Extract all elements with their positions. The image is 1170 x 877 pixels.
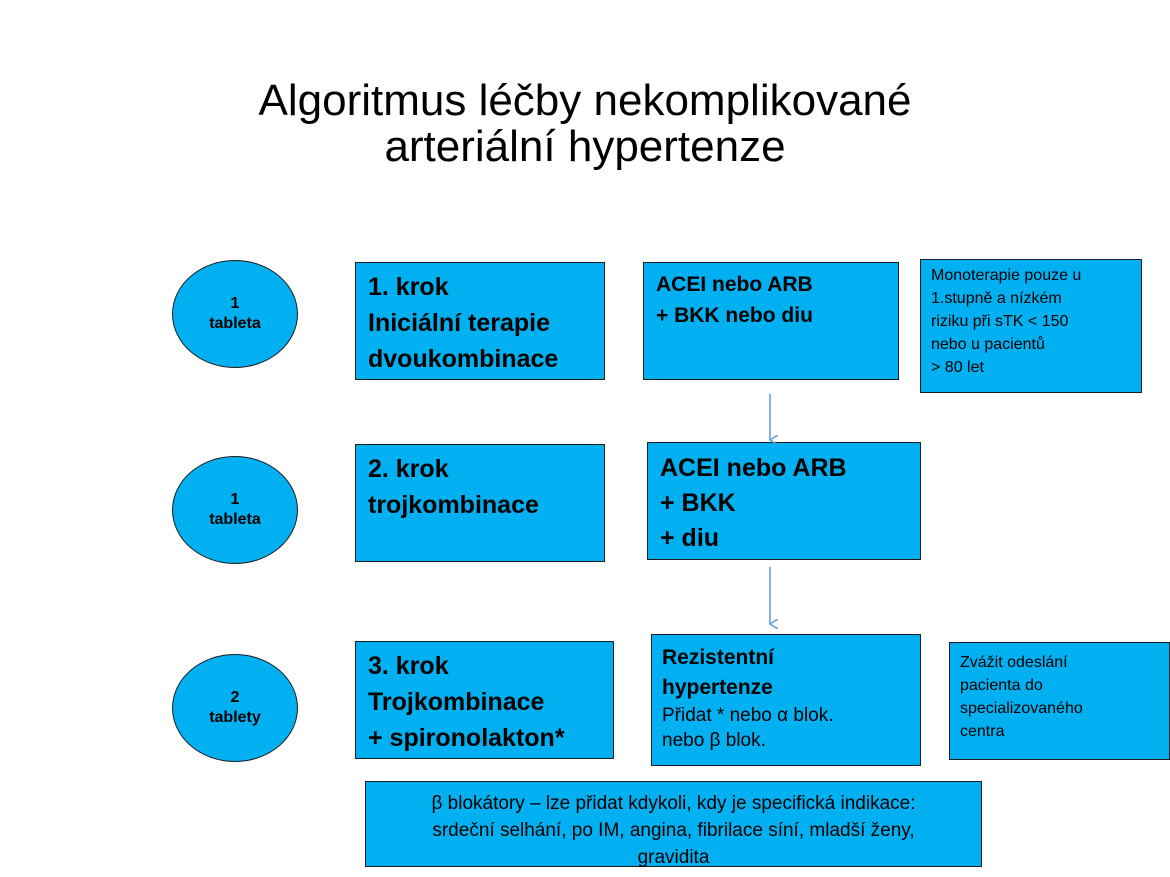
- combo-1-line-1: ACEI nebo ARB: [656, 273, 813, 296]
- combo-1-line-2: + BKK nebo diu: [656, 304, 813, 327]
- step-2-label: 2. krok: [368, 455, 449, 483]
- tablet-unit: tableta: [209, 511, 261, 528]
- step-1-label: 1. krok: [368, 273, 449, 301]
- combo-2-line-1: ACEI nebo ARB: [660, 454, 847, 482]
- tablet-count: 1: [230, 295, 240, 312]
- note-line: > 80 let: [931, 359, 984, 376]
- bottom-line-1: β blokátory – lze přidat kdykoli, kdy je specifická indikace:: [431, 793, 916, 814]
- step-1-line-2: Iniciální terapie: [368, 309, 551, 337]
- tablet-unit: tableta: [209, 315, 261, 332]
- bottom-line-3: gravidita: [637, 847, 710, 868]
- step-1-line-3: dvoukombinace: [368, 345, 559, 373]
- note-line: centra: [960, 723, 1005, 740]
- note-line: nebo u pacientů: [931, 336, 1045, 353]
- bottom-line-2: srdeční selhání, po IM, angina, fibrilace síní, mladší ženy,: [432, 820, 915, 841]
- note-line: Monoterapie pouze u: [931, 267, 1082, 284]
- resistant-sub-2: nebo β blok.: [662, 730, 766, 751]
- combo-2-line-3: + diu: [660, 524, 720, 552]
- step-2-line-2: trojkombinace: [368, 491, 539, 519]
- resistant-heading-1: Rezistentní: [662, 646, 775, 669]
- note-line: specializovaného: [960, 700, 1083, 717]
- title-line-1: Algoritmus léčby nekomplikované: [258, 76, 912, 125]
- combo-2-line-2: + BKK: [660, 489, 736, 517]
- note-line: 1.stupně a nízkém: [931, 290, 1062, 307]
- title-line-2: arteriální hypertenze: [384, 122, 786, 171]
- note-line: Zvážit odeslání: [960, 654, 1068, 671]
- note-line: riziku při sTK < 150: [931, 313, 1069, 330]
- step-3-line-3: + spironolakton*: [368, 724, 565, 752]
- note-line: pacienta do: [960, 677, 1043, 694]
- resistant-sub-1: Přidat * nebo α blok.: [662, 705, 834, 726]
- tablet-count: 1: [230, 491, 240, 508]
- resistant-heading-2: hypertenze: [662, 676, 773, 699]
- step-3-line-2: Trojkombinace: [368, 688, 545, 716]
- tablet-count: 2: [230, 689, 240, 706]
- tablet-unit: tablety: [209, 709, 261, 726]
- step-3-label: 3. krok: [368, 652, 449, 680]
